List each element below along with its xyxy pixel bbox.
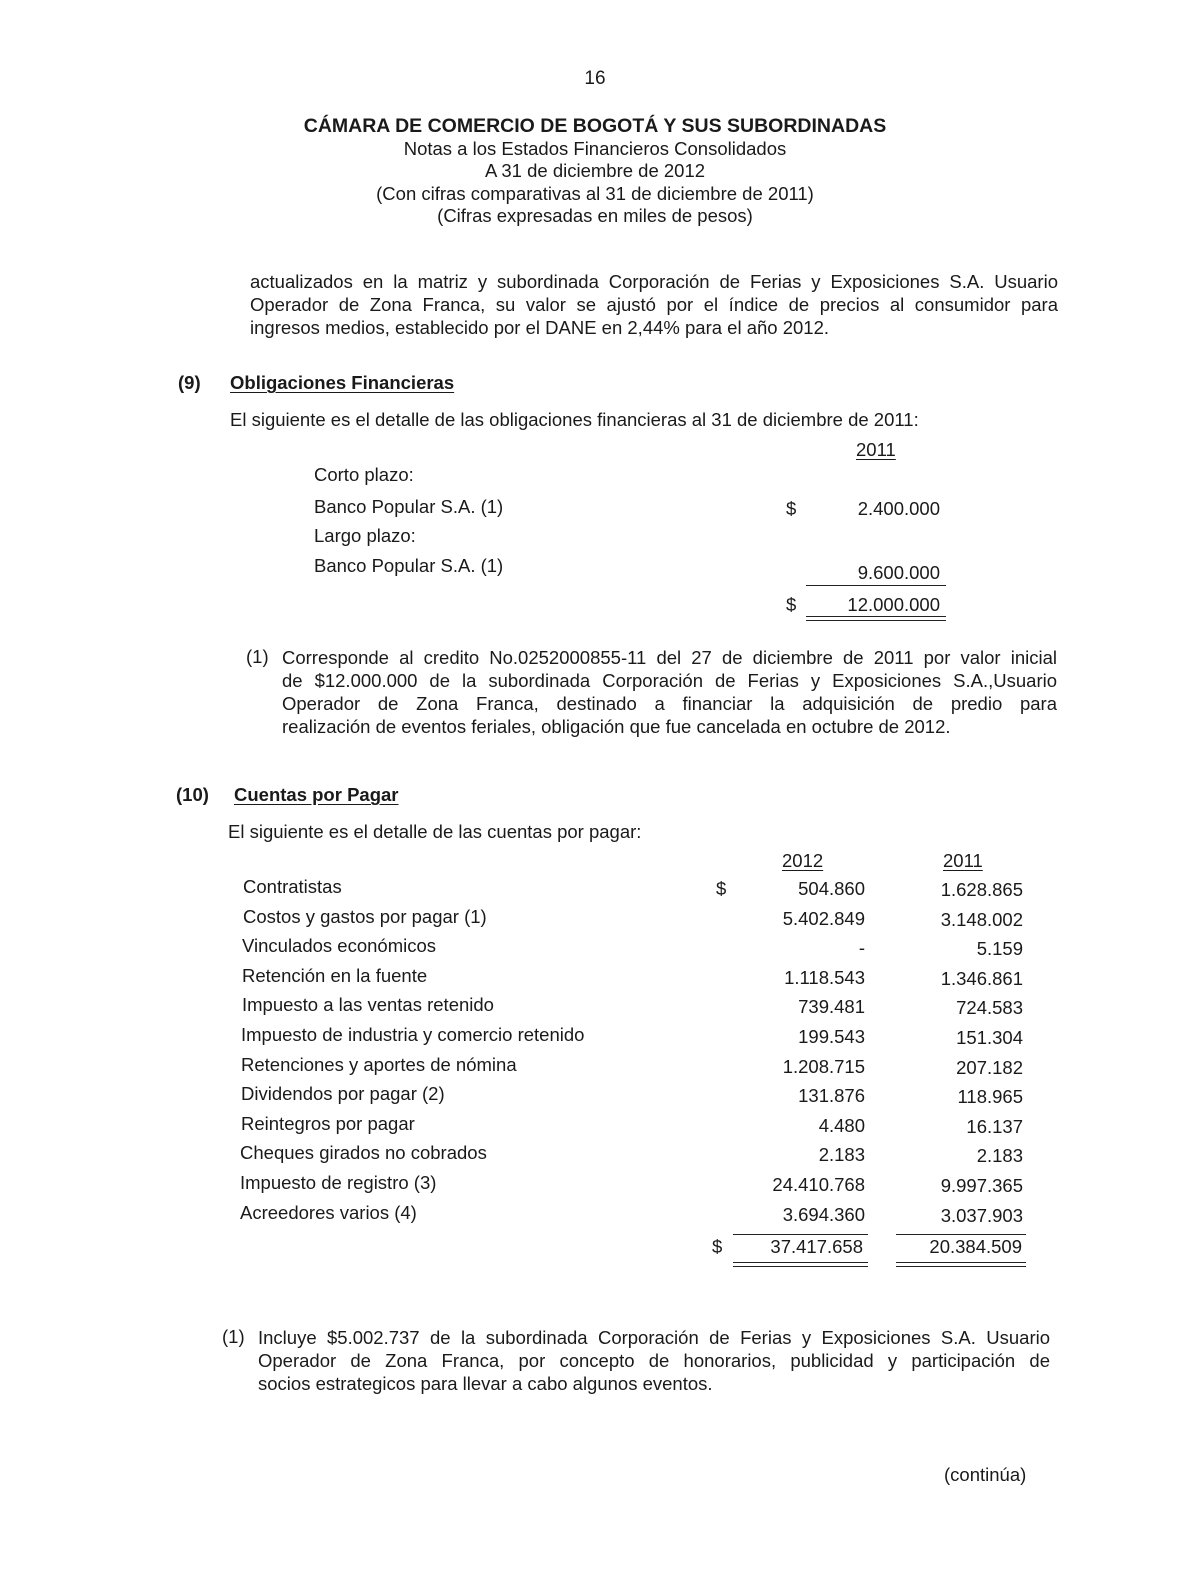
note10-subtotal-rule-2011 bbox=[896, 1234, 1026, 1235]
note10-row-2012: 199.543 bbox=[798, 1026, 865, 1047]
note9-footnote-line: Corresponde al credito No.0252000855-11 del 27 de diciembre de 2011 por valor inicial bbox=[282, 647, 1057, 668]
note10-row-currency: $ bbox=[716, 878, 727, 899]
header-subtitle: Notas a los Estados Financieros Consolidados bbox=[403, 138, 787, 159]
note9-year-header: 2011 bbox=[856, 439, 896, 460]
intro-line: Operador de Zona Franca, su valor se ajustó por el índice de precios al consumidor para bbox=[250, 294, 1058, 315]
note9-lead: El siguiente es el detalle de las obligaciones financieras al 31 de diciembre de 2011: bbox=[230, 409, 919, 430]
note10-footnote-line: Incluye $5.002.737 de la subordinada Corporación de Ferias y Exposiciones S.A. Usuario bbox=[258, 1327, 1050, 1348]
note9-total-rule-1 bbox=[806, 616, 946, 617]
note10-row-2011: 724.583 bbox=[956, 997, 1023, 1018]
note10-row-label: Retenciones y aportes de nómina bbox=[241, 1054, 517, 1075]
note10-total-rule-2011-a bbox=[896, 1262, 1026, 1263]
note10-row-2012: 24.410.768 bbox=[772, 1174, 865, 1195]
note10-row-2011: 3.148.002 bbox=[940, 909, 1023, 930]
intro-line: actualizados en la matriz y subordinada Corporación de Ferias y Exposiciones S.A. Usuario bbox=[250, 271, 1058, 292]
note10-row-2012: 1.208.715 bbox=[782, 1056, 865, 1077]
note10-row-2011: 151.304 bbox=[956, 1027, 1023, 1048]
note10-row-2011: 9.997.365 bbox=[940, 1175, 1023, 1196]
note9-row2-value: 9.600.000 bbox=[857, 562, 940, 583]
note10-row-2012: 2.183 bbox=[818, 1144, 865, 1165]
note10-number: (10) bbox=[176, 784, 209, 805]
note9-title: Obligaciones Financieras bbox=[230, 372, 455, 393]
note10-subtotal-rule-2012 bbox=[733, 1234, 868, 1235]
note10-row-2011: 16.137 bbox=[966, 1116, 1023, 1137]
note10-total-rule-2012-a bbox=[733, 1262, 868, 1263]
note10-footnote bbox=[258, 1326, 1050, 1395]
note10-row-2012: - bbox=[858, 937, 865, 958]
note10-row-2012: 4.480 bbox=[818, 1115, 865, 1136]
note10-row-2012: 1.118.543 bbox=[784, 967, 865, 988]
note10-row-label: Cheques girados no cobrados bbox=[240, 1142, 487, 1163]
note9-total-value: 12.000.000 bbox=[847, 594, 940, 615]
note10-row-label: Vinculados económicos bbox=[242, 935, 437, 956]
note10-row-2012: 5.402.849 bbox=[782, 908, 865, 929]
note10-lead: El siguiente es el detalle de las cuentas por pagar: bbox=[228, 821, 642, 842]
note10-row-label: Impuesto de registro (3) bbox=[240, 1172, 437, 1193]
note10-total-rule-2012-b bbox=[733, 1266, 868, 1267]
note10-footnote-line: socios estrategicos para llevar a cabo algunos eventos. bbox=[258, 1373, 713, 1394]
note10-row-2011: 5.159 bbox=[976, 938, 1023, 959]
note10-row-2012: 739.481 bbox=[798, 996, 865, 1017]
note10-footnote-marker: (1) bbox=[222, 1326, 245, 1347]
note10-row-2011: 118.965 bbox=[957, 1086, 1023, 1107]
note9-row1-currency: $ bbox=[786, 498, 797, 519]
page-number: 16 bbox=[584, 68, 606, 89]
note9-short-term-label: Corto plazo: bbox=[314, 464, 414, 485]
note10-footnote-line: Operador de Zona Franca, por concepto de honorarios, publicidad y participación de bbox=[258, 1350, 1050, 1371]
note10-title: Cuentas por Pagar bbox=[234, 784, 399, 805]
note10-row-2012: 3.694.360 bbox=[782, 1204, 865, 1225]
note9-footnote-line: Operador de Zona Franca, destinado a financiar la adquisición de predio para bbox=[282, 693, 1057, 714]
note9-number: (9) bbox=[178, 372, 201, 393]
note10-row-label: Contratistas bbox=[243, 876, 342, 897]
note9-footnote-line: de $12.000.000 de la subordinada Corporación de Ferias y Exposiciones S.A.,Usuario bbox=[282, 670, 1057, 691]
note9-total-rule-2 bbox=[806, 620, 946, 621]
note10-row-label: Retención en la fuente bbox=[242, 965, 428, 986]
header-units: (Cifras expresadas en miles de pesos) bbox=[437, 205, 753, 226]
note9-row1-label: Banco Popular S.A. (1) bbox=[314, 496, 504, 517]
note10-row-label: Impuesto de industria y comercio retenido bbox=[241, 1024, 585, 1045]
note10-row-label: Reintegros por pagar bbox=[241, 1113, 415, 1134]
note9-footnote-line: realización de eventos feriales, obligación que fue cancelada en octubre de 2012. bbox=[282, 716, 951, 737]
note10-total-2011: 20.384.509 bbox=[929, 1236, 1022, 1257]
note9-total-currency: $ bbox=[786, 594, 797, 615]
note10-total-rule-2011-b bbox=[896, 1266, 1026, 1267]
note10-row-2012: 131.876 bbox=[798, 1085, 865, 1106]
note9-subtotal-rule bbox=[806, 585, 946, 586]
note9-footnote bbox=[282, 646, 1057, 738]
header-date: A 31 de diciembre de 2012 bbox=[484, 160, 706, 181]
continues-label: (continúa) bbox=[944, 1464, 1027, 1485]
note10-col-2011: 2011 bbox=[943, 850, 983, 871]
note10-col-2012: 2012 bbox=[782, 850, 824, 871]
note9-footnote-marker: (1) bbox=[246, 646, 269, 667]
note10-row-label: Impuesto a las ventas retenido bbox=[242, 994, 494, 1015]
note10-row-label: Dividendos por pagar (2) bbox=[241, 1083, 445, 1104]
note9-long-term-label: Largo plazo: bbox=[314, 525, 416, 546]
note10-total-currency: $ bbox=[712, 1236, 723, 1257]
header-comparative: (Con cifras comparativas al 31 de diciembre de 2011) bbox=[376, 183, 814, 204]
note10-row-2011: 207.182 bbox=[956, 1057, 1023, 1078]
note10-row-label: Acreedores varios (4) bbox=[240, 1202, 417, 1223]
note9-row2-label: Banco Popular S.A. (1) bbox=[314, 555, 504, 576]
note10-total-2012: 37.417.658 bbox=[770, 1236, 863, 1257]
note10-row-2011: 1.346.861 bbox=[940, 968, 1023, 989]
note10-row-2011: 3.037.903 bbox=[940, 1205, 1023, 1226]
intro-line: ingresos medios, establecido por el DANE en 2,44% para el año 2012. bbox=[250, 317, 829, 338]
note10-row-2011: 2.183 bbox=[976, 1145, 1023, 1166]
note10-row-2011: 1.628.865 bbox=[940, 879, 1023, 900]
note10-row-2012: 504.860 bbox=[798, 878, 865, 899]
note10-row-label: Costos y gastos por pagar (1) bbox=[243, 906, 487, 927]
intro-paragraph bbox=[250, 270, 1058, 339]
note9-row1-value: 2.400.000 bbox=[857, 498, 940, 519]
company-title: CÁMARA DE COMERCIO DE BOGOTÁ Y SUS SUBORDINADAS bbox=[303, 115, 887, 137]
